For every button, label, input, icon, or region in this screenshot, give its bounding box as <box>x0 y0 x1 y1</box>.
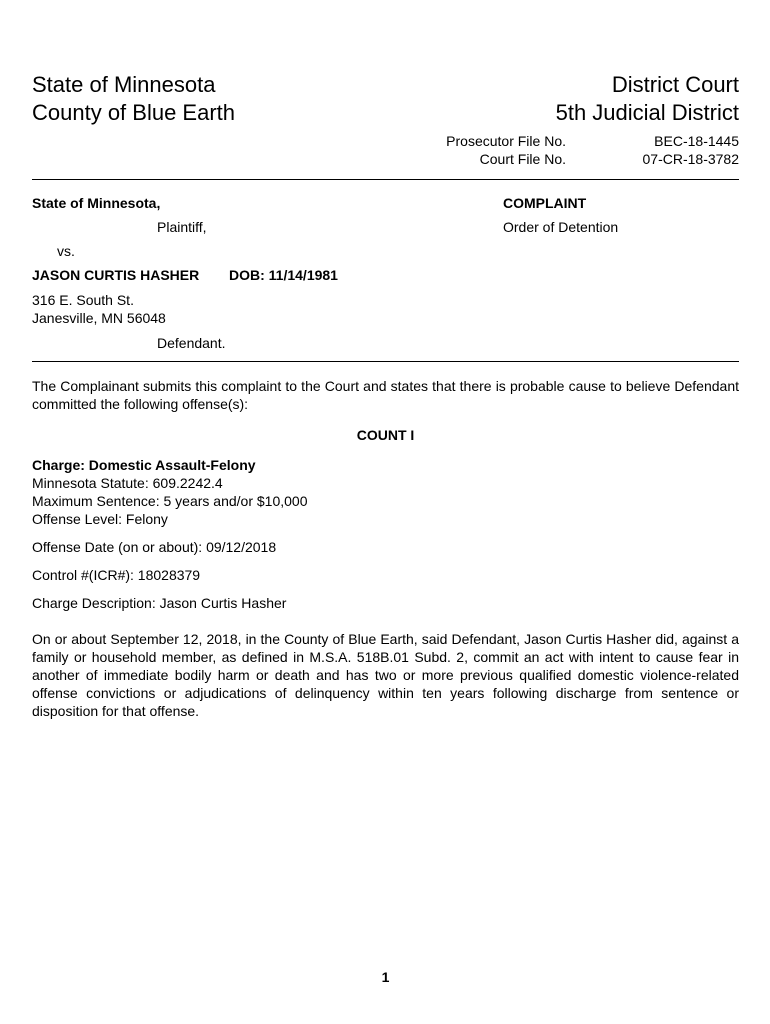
defendant-address-line2: Janesville, MN 56048 <box>32 310 166 326</box>
charge-description-line: Charge Description: Jason Curtis Hasher <box>32 595 287 611</box>
document-subtype: Order of Detention <box>503 219 619 235</box>
court-file-label: Court File No. <box>479 151 566 167</box>
intro-paragraph: The Complainant submits this complaint to the Court and states that there is probable cause to believe Defendant committed the following offense(s): <box>32 378 739 412</box>
versus-text: vs. <box>57 243 75 259</box>
statute-line: Minnesota Statute: 609.2242.4 <box>32 475 223 491</box>
control-number-line: Control #(ICR#): 18028379 <box>32 567 201 583</box>
offense-date-line: Offense Date (on or about): 09/12/2018 <box>32 539 277 555</box>
narrative-paragraph: On or about September 12, 2018, in the County of Blue Earth, said Defendant, Jason Curtis Hasher did, against a family or household member, as defined in M.S.A. 518B.01 Subd. 2, commit an act with intent to cause fear in another of immediate bodily harm or death and has two or more previous qualified domestic violence-related offense convictions or adjudications of delinquency within ten years following discharge from sentence or disposition for that offense. <box>32 631 739 719</box>
court-file-value: 07-CR-18-3782 <box>642 151 739 167</box>
offense-level-line: Offense Level: Felony <box>32 511 168 527</box>
county-heading: County of Blue Earth <box>32 100 236 125</box>
defendant-role: Defendant. <box>157 335 226 351</box>
charge-line: Charge: Domestic Assault-Felony <box>32 457 256 473</box>
state-heading: State of Minnesota <box>32 72 216 97</box>
court-heading: District Court <box>611 72 739 97</box>
prosecutor-file-value: BEC-18-1445 <box>654 133 739 149</box>
defendant-dob: DOB: 11/14/1981 <box>229 267 338 283</box>
max-sentence-line: Maximum Sentence: 5 years and/or $10,000 <box>32 493 308 509</box>
plaintiff-name: State of Minnesota, <box>32 195 161 211</box>
divider-bottom <box>32 361 739 362</box>
defendant-address-line1: 316 E. South St. <box>32 292 134 308</box>
count-title: COUNT I <box>356 427 415 443</box>
plaintiff-role: Plaintiff, <box>157 219 207 235</box>
prosecutor-file-label: Prosecutor File No. <box>446 133 566 149</box>
divider-top <box>32 179 739 180</box>
document-type: COMPLAINT <box>503 195 587 211</box>
district-heading: 5th Judicial District <box>555 100 739 125</box>
defendant-name: JASON CURTIS HASHER <box>32 267 200 283</box>
page-number: 1 <box>381 969 390 985</box>
